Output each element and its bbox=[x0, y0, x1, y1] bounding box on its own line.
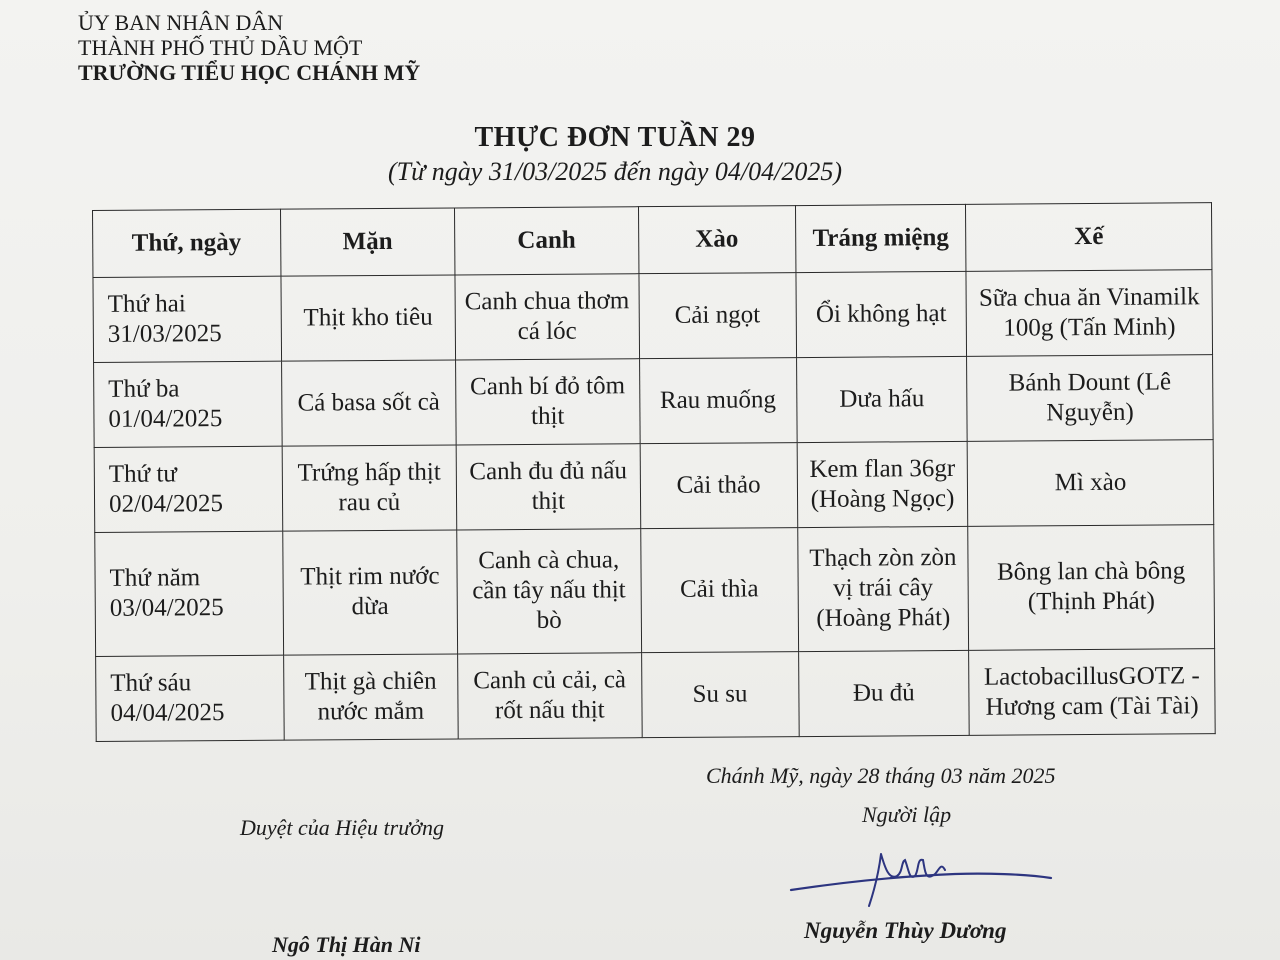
man-cell: Thịt rim nước dừa bbox=[282, 530, 457, 655]
day-cell bbox=[94, 446, 282, 532]
weekly-menu-table bbox=[92, 202, 1216, 742]
principal-name: Ngô Thị Hàn Ni bbox=[272, 932, 421, 957]
xe-cell: Bông lan chà bông (Thịnh Phát) bbox=[968, 525, 1215, 651]
day-name: Thứ ba bbox=[108, 375, 180, 403]
trang-mieng-cell: Đu đủ bbox=[798, 650, 969, 736]
column-header-xao: Xào bbox=[638, 206, 796, 274]
menu-date-range: (Từ ngày 31/03/2025 đến ngày 04/04/2025) bbox=[388, 157, 842, 186]
xe-cell: Mì xào bbox=[967, 440, 1213, 527]
day-name: Thứ năm bbox=[109, 564, 201, 593]
column-header-man: Mặn bbox=[280, 208, 455, 276]
day-cell bbox=[94, 361, 282, 447]
menu-title: THỰC ĐƠN TUẦN 29 bbox=[474, 122, 756, 153]
xao-cell: Cải thìa bbox=[640, 527, 798, 652]
man-cell: Cá basa sốt cà bbox=[281, 360, 456, 446]
table-row bbox=[95, 525, 1215, 657]
table-row bbox=[94, 440, 1214, 533]
day-name: Thứ sáu bbox=[110, 669, 192, 697]
xao-cell: Cải ngọt bbox=[638, 273, 796, 359]
day-date: 01/04/2025 bbox=[108, 405, 223, 433]
column-header-day: Thứ, ngày bbox=[93, 209, 281, 277]
xe-cell: Sữa chua ăn Vinamilk 100g (Tấn Minh) bbox=[966, 270, 1212, 357]
xao-cell: Rau muống bbox=[639, 358, 797, 444]
man-cell: Thịt kho tiêu bbox=[280, 275, 455, 361]
xe-cell: LactobacillusGOTZ - Hương cam (Tài Tài) bbox=[969, 649, 1215, 736]
handwritten-signature bbox=[785, 840, 1065, 920]
day-name: Thứ hai bbox=[107, 290, 186, 318]
xe-cell: Bánh Dount (Lê Nguyễn) bbox=[967, 355, 1213, 442]
trang-mieng-cell: Dưa hấu bbox=[796, 356, 967, 442]
day-cell bbox=[96, 655, 284, 741]
table-row bbox=[94, 355, 1214, 448]
preparer-label: Người lập bbox=[862, 802, 952, 827]
day-cell bbox=[95, 531, 283, 656]
day-date: 02/04/2025 bbox=[108, 489, 224, 518]
approval-label: Duyệt của Hiệu trưởng bbox=[240, 815, 444, 840]
column-header-canh: Canh bbox=[455, 207, 639, 275]
table-row bbox=[93, 270, 1213, 363]
day-date: 31/03/2025 bbox=[107, 320, 222, 348]
trang-mieng-cell: Kem flan 36gr (Hoàng Ngọc) bbox=[797, 441, 968, 527]
xao-cell: Su su bbox=[641, 652, 799, 738]
canh-cell: Canh bí đỏ tôm thịt bbox=[456, 359, 640, 445]
day-cell bbox=[93, 276, 281, 362]
day-date: 04/04/2025 bbox=[110, 699, 225, 727]
canh-cell: Canh củ cải, cà rốt nấu thịt bbox=[458, 653, 642, 739]
canh-cell: Canh chua thơm cá lóc bbox=[455, 274, 639, 360]
place-and-date: Chánh Mỹ, ngày 28 tháng 03 năm 2025 bbox=[706, 763, 1056, 788]
day-date: 03/04/2025 bbox=[109, 594, 224, 623]
trang-mieng-cell: Ổi không hạt bbox=[796, 271, 967, 357]
column-header-trang-mieng: Tráng miệng bbox=[795, 204, 966, 272]
xao-cell: Cải thảo bbox=[640, 442, 798, 528]
issuer-line-2: THÀNH PHỐ THỦ DẦU MỘT bbox=[78, 35, 363, 60]
issuer-line-1: ỦY BAN NHÂN DÂN bbox=[78, 10, 284, 35]
preparer-name: Nguyễn Thùy Dương bbox=[804, 918, 1007, 943]
canh-cell: Canh đu đủ nấu thịt bbox=[456, 444, 640, 530]
column-header-xe: Xế bbox=[966, 203, 1212, 272]
man-cell: Trứng hấp thịt rau củ bbox=[282, 445, 457, 531]
issuer-header bbox=[78, 10, 420, 85]
table-row bbox=[96, 649, 1216, 742]
day-name: Thứ tư bbox=[108, 460, 178, 488]
table-header-row bbox=[93, 203, 1212, 278]
school-name: TRƯỜNG TIỂU HỌC CHÁNH MỸ bbox=[78, 60, 421, 85]
canh-cell: Canh cà chua, cần tây nấu thịt bò bbox=[457, 529, 641, 654]
man-cell: Thịt gà chiên nước mắm bbox=[283, 654, 458, 740]
trang-mieng-cell: Thạch zòn zòn vị trái cây (Hoàng Phát) bbox=[797, 526, 968, 651]
